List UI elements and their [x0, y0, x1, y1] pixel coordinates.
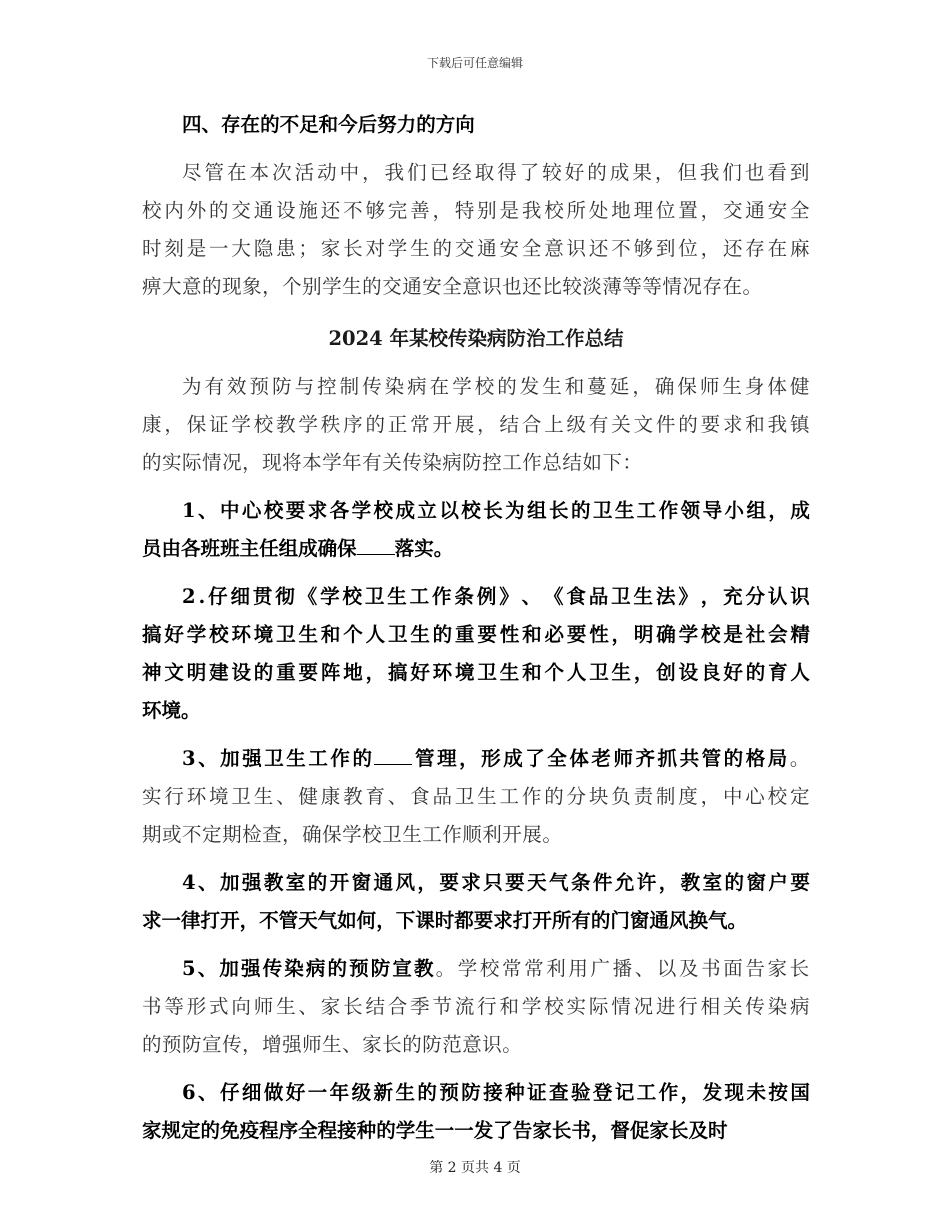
- text-line: 期 或 不 定 期 检 查 ， 确 保 学 校 卫 生 工 作 顺 利 开 展 。: [142, 823, 563, 846]
- text-line: 环 境 。: [142, 699, 201, 722]
- text-line: 书 等 形 式 向 师 生 、 家 长 结 合 季 节 流 行 和 学 校 实 际 情 况 进 行 相 关 传 染 病: [142, 995, 810, 1018]
- page-header: 下载后可任意编辑: [426, 56, 523, 70]
- text-line: 搞 好 学 校 环 境 卫 生 和 个 人 卫 生 的 重 要 性 和 必 要 性 ， 明 确 学 校 是 社 会 精: [142, 623, 810, 646]
- text-line: 1 、 中 心 校 要 求 各 学 校 成 立 以 校 长 为 组 长 的 卫 生 工 作 领 导 小 组 ， 成: [182, 499, 810, 522]
- text-line: 的 预 防 宣 传 ， 增 强 师 生 、 家 长 的 防 范 意 识 。: [142, 1033, 523, 1056]
- fill-in-blank: [374, 740, 412, 765]
- text-line: 求 一 律 打 开 ， 不 管 天 气 如 何 ， 下 课 时 都 要 求 打 开 所 有 的 门 窗 通 风 换 气 。: [142, 909, 747, 932]
- text-line: 的 实 际 情 况 ， 现 将 本 学 年 有 关 传 染 病 防 控 工 作 总 结 如 下 ：: [142, 451, 643, 474]
- text-line: 4 、 加 强 教 室 的 开 窗 通 风 ， 要 求 只 要 天 气 条 件 允 许 ， 教 室 的 窗 户 要: [182, 871, 810, 894]
- document-body: [142, 106, 810, 1150]
- text-line: 员 由 各 班 班 主 任 组 成 确 保 落 实 。: [142, 530, 810, 568]
- fill-in-blank: [357, 530, 395, 555]
- paragraph: [142, 492, 810, 568]
- text-line: 尽 管 在 本 次 活 动 中 ， 我 们 已 经 取 得 了 较 好 的 成 果 ， 但 我 们 也 看 到: [182, 161, 810, 184]
- page-footer: 第 2 页共 4 页: [429, 1160, 521, 1176]
- text-line: 为 有 效 预 防 与 控 制 传 染 病 在 学 校 的 发 生 和 蔓 延 ， 确 保 师 生 身 体 健: [182, 375, 810, 398]
- text-line: 时 刻 是 一 大 隐 患 ； 家 长 对 学 生 的 交 通 安 全 意 识 还 不 够 到 位 ， 还 存 在 麻: [142, 237, 810, 260]
- text-line: 家 规 定 的 免 疫 程 序 全 程 接 种 的 学 生 一 一 发 了 告 家 长 书 ， 督 促 家 长 及 时: [142, 1119, 728, 1142]
- text-line: 神 文 明 建 设 的 重 要 阵 地 ， 搞 好 环 境 卫 生 和 个 人 卫 生 ， 创 设 良 好 的 育 人: [142, 661, 810, 684]
- text-line: 3 、 加 强 卫 生 工 作 的 管 理 ， 形 成 了 全 体 老 师 齐 抓 共 管 的 格 局 。: [142, 740, 810, 778]
- text-line: 2 . 仔 细 贯 彻 《 学 校 卫 生 工 作 条 例 》 、 《 食 品 卫 生 法 》 ， 充 分 认 识: [182, 585, 810, 608]
- paragraph: [142, 864, 810, 940]
- paragraph: [142, 1074, 810, 1150]
- text-line: 6 、 仔 细 做 好 一 年 级 新 生 的 预 防 接 种 证 查 验 登 记 工 作 ， 发 现 未 按 国: [182, 1081, 810, 1104]
- paragraph: [142, 368, 810, 482]
- text-line: 实 行 环 境 卫 生 、 健 康 教 育 、 食 品 卫 生 工 作 的 分 块 负 责 制 度 ， 中 心 校 定: [142, 785, 810, 808]
- paragraph: [142, 578, 810, 730]
- text-line: 2024 年某校传染病防治工作总结: [328, 327, 624, 350]
- paragraph: [142, 740, 810, 854]
- text-line: 康 ， 保 证 学 校 教 学 秩 序 的 正 常 开 展 ， 结 合 上 级 有 关 文 件 的 要 求 和 我 镇: [142, 413, 810, 436]
- paragraph: [142, 950, 810, 1064]
- text-line: 5 、 加 强 传 染 病 的 预 防 宣 教 。 学 校 常 常 利 用 广 播 、 以 及 书 面 告 家 长: [182, 957, 810, 980]
- text-line: 四 、 存 在 的 不 足 和 今 后 努 力 的 方 向: [182, 113, 475, 136]
- document-title: [142, 320, 810, 358]
- text-line: 校 内 外 的 交 通 设 施 还 不 够 完 善 ， 特 别 是 我 校 所 处 地 理 位 置 ， 交 通 安 全: [142, 199, 810, 222]
- paragraph: [142, 106, 810, 144]
- text-line: 痹 大 意 的 现 象 ， 个 别 学 生 的 交 通 安 全 意 识 也 还 比 较 淡 薄 等 等 情 况 存 在 。: [142, 275, 763, 298]
- paragraph: [142, 154, 810, 306]
